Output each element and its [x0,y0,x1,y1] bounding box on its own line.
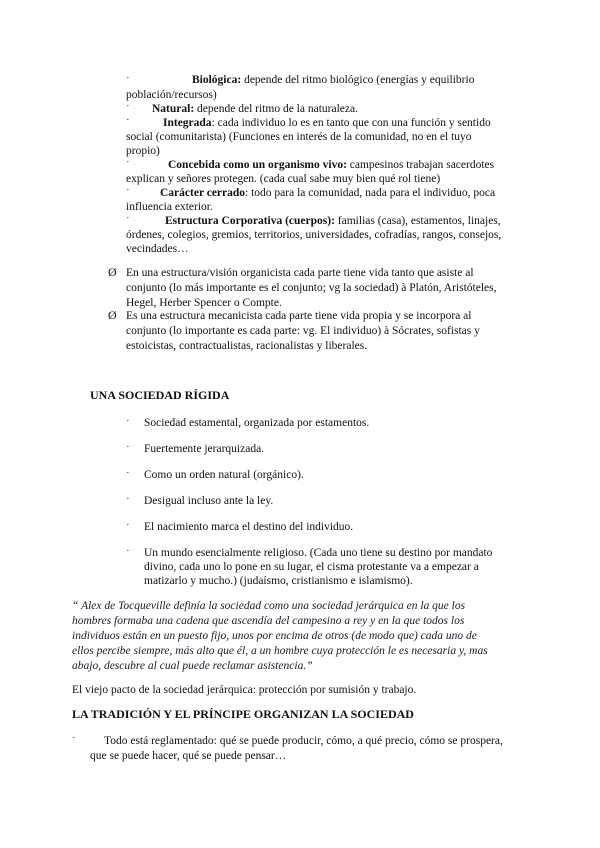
paragraph-line: Todo está reglamentado: qué se puede producir, cómo, a qué precio, cómo se prospera, [104,735,503,747]
bullet: · [126,100,130,112]
bullet: · [126,545,130,557]
list-item: Un mundo esencialmente religioso. (Cada uno tiene su destino por mandato [144,547,493,559]
list-item-text: vecindades… [126,243,189,255]
bullet: · [72,732,76,744]
list-item-text: influencia exterior. [126,201,213,213]
term: Biológica: [192,74,242,86]
arrow-bullet-icon: Ø [108,308,117,322]
list-item-text: población/recursos) [126,89,217,101]
bullet: · [126,493,130,505]
list-item-integrada: Integrada: cada individuo lo es en tanto que con una función y sentido [163,117,491,129]
list-item: El nacimiento marca el destino del individuo. [144,521,354,533]
list-item: Desigual incluso ante la ley. [144,495,274,507]
section-heading: LA TRADICIÓN Y EL PRÍNCIPE ORGANIZAN LA SOCIEDAD [72,707,414,721]
arrow-bullet-icon: Ø [108,265,117,279]
list-item-text: explican y señores protegen. (cada cual sabe muy bien qué rol tiene) [126,173,441,185]
list-item-biologica: Biológica: depende del ritmo biológico (energías y equilibrio [192,74,475,86]
tocqueville-quote: “ Alex de Tocqueville definía la sociedad como una sociedad jerárquica en la que los hombres formaba una cadena que ascendía del campesino a rey y en la que todos los individuos están en un puesto fijo, unos por encima de otros (de modo que) cada uno de ellos percibe siempre, más alto que él, a un hombre cuya protección le es necesaria y, mas abajo, descubre al cual puede reclamar asistencia.” [72,600,488,672]
list-item-natural: Natural: depende del ritmo de la naturaleza. [152,103,358,115]
paragraph-line: que se puede hacer, qué se puede pensar… [90,750,287,762]
list-item-organismo: Concebida como un organismo vivo: campesinos trabajan sacerdotes [168,159,495,171]
arrow-paragraph-mecanicista: Es una estructura mecanicista cada parte tiene vida propia y se incorpora al conjunto (lo importante es cada parte: vg. El individuo) à Sócrates, sofistas y estoicistas, contractualistas, racionalistas y liberales. [126,310,480,352]
list-item-corporativa: Estructura Corporativa (cuerpos): familias (casa), estamentos, linajes, [165,215,501,227]
bullet: · [126,114,130,126]
list-item: divino, cada uno lo pone en su lugar, el cisma protestante va a empezar a [144,561,479,573]
list-item-text: propio) [126,145,160,157]
pact-paragraph: El viejo pacto de la sociedad jerárquica: protección por sumisión y trabajo. [72,684,417,696]
bullet: · [126,519,130,531]
list-item-text: social (comunitarista) (Funciones en interés de la comunidad, no en el tuyo [126,131,472,143]
bullet: · [126,72,130,84]
bullet: · [126,441,130,453]
bullet: · [126,184,130,196]
list-item: Fuertemente jerarquizada. [144,443,265,455]
bullet: · [126,156,130,168]
bullet: · [126,415,130,427]
list-item-cerrado: Carácter cerrado: todo para la comunidad, nada para el individuo, poca [160,187,496,199]
list-item: matizarlo y mucho.) (judaísmo, cristianismo e islamismo). [144,575,413,587]
list-item: Sociedad estamental, organizada por estamentos. [144,417,370,429]
bullet: · [126,212,130,224]
section-heading: UNA SOCIEDAD RÍGIDA [90,388,230,402]
list-item: Como un orden natural (orgánico). [144,469,304,481]
list-item-text: órdenes, colegios, gremios, territorios, universidades, cofradías, rangos, consejos, [126,229,502,241]
arrow-paragraph-organicista: En una estructura/visión organicista cada parte tiene vida tanto que asiste al conjunto (lo más importante es el conjunto; vg la sociedad) à Platón, Aristóteles, Hegel, Herber Spencer o Compte. [126,267,497,309]
bullet: · [126,467,130,479]
